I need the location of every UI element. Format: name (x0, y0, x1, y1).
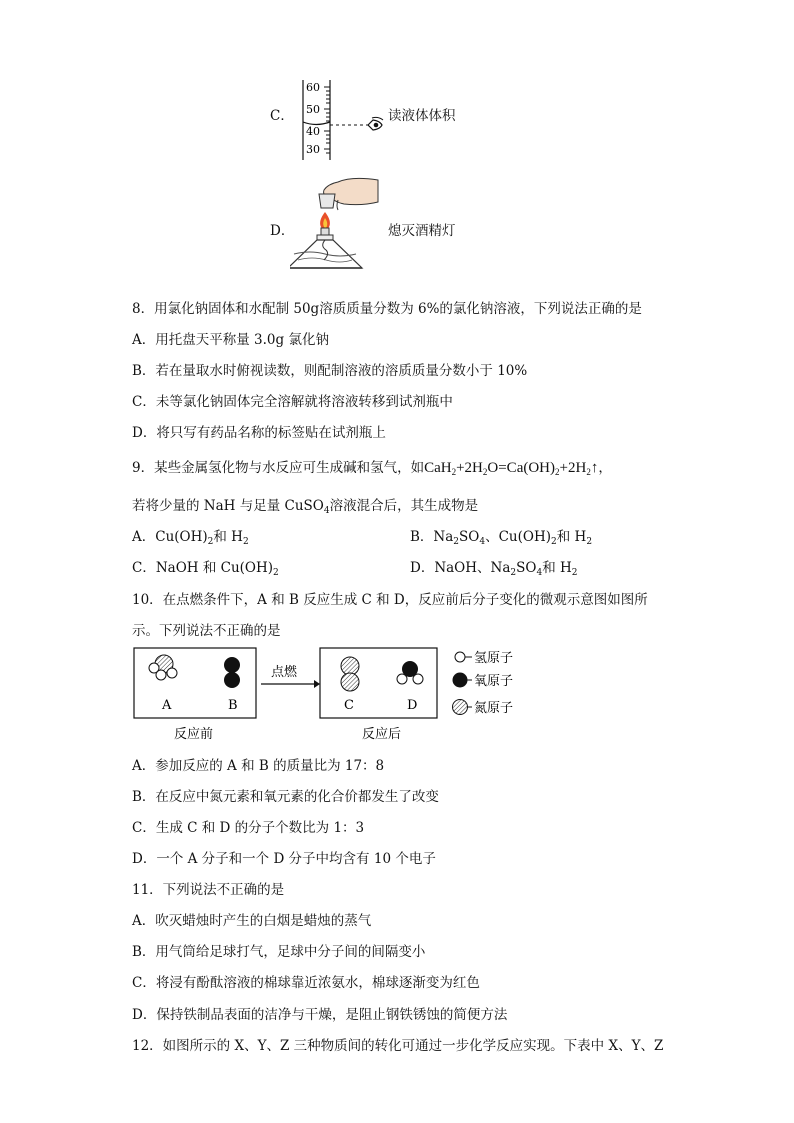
q10-stem-line2: 示。下列说法不正确的是 (132, 623, 281, 639)
svg-text:氧原子: 氧原子 (474, 674, 514, 689)
q10-option-b: B．在反应中氮元素和氧元素的化合价都发生了改变 (132, 789, 439, 805)
q9-option-a: A．$Cu(OH)_2$和 $H_2$ (132, 529, 249, 547)
option-c-caption: 读液体体积 (388, 108, 456, 124)
q9-option-d: D．NaOH、$Na_2SO_4$和 $H_2$ (410, 560, 578, 578)
q11-option-c: C．将浸有酚酞溶液的棉球靠近浓氨水，棉球逐渐变为红色 (132, 975, 480, 991)
q10-reaction-diagram (128, 642, 548, 748)
q9-equation: $CaH_2+2H_2O=Ca(OH)_2+2H_2↑$ (424, 460, 599, 477)
q10-option-c: C．生成 C 和 D 的分子个数比为 1：3 (132, 820, 365, 836)
q8-option-c: C．未等氯化钠固体完全溶解就将溶液转移到试剂瓶中 (132, 394, 453, 410)
q8-option-d: D．将只写有药品名称的标签贴在试剂瓶上 (132, 425, 386, 441)
q9-option-c: C．NaOH 和 $Cu(OH)_2$ (132, 560, 279, 578)
caption-after: 反应后 (362, 727, 402, 742)
q11-option-b: B．用气筒给足球打气，足球中分子间的间隔变小 (132, 944, 426, 960)
eye-icon (368, 117, 383, 130)
q10-stem-line1: 10．在点燃条件下，A 和 B 反应生成 C 和 D，反应前后分子变化的微观示意图如图所 (132, 592, 648, 608)
label-c: C (344, 698, 354, 713)
q11-option-d: D．保持铁制品表面的洁净与干燥，是阻止钢铁锈蚀的简便方法 (132, 1007, 508, 1023)
q9-option-b: B．$Na_2SO_4$、$Cu(OH)_2$和 $H_2$ (410, 529, 593, 547)
cylinder-tick-30: 30 (306, 143, 320, 156)
cylinder-tick-50: 50 (306, 103, 320, 116)
graduated-cylinder-figure (296, 78, 396, 162)
q9-stem: 9．某些金属氢化物与水反应可生成碱和氢气，如$CaH_2+2H_2O=Ca(OH)_2+2H_2↑$， (132, 460, 612, 477)
q10-option-d: D．一个 A 分子和一个 D 分子中均含有 10 个电子 (132, 851, 436, 867)
q9-stem-line2: 若将少量的 NaH 与足量 CuSO$_4$溶液混合后，其生成物是 (132, 498, 479, 516)
lamp-cap (319, 194, 335, 208)
flame-icon (320, 212, 330, 230)
q11-option-a: A．吹灭蜡烛时产生的白烟是蜡烛的蒸气 (132, 913, 372, 929)
q8-stem: 8．用氯化钠固体和水配制 50g溶质质量分数为 6%的氯化钠溶液，下列说法正确的是 (132, 301, 642, 317)
option-d-letter: D． (270, 223, 295, 239)
q8-option-a: A．用托盘天平称量 3.0g 氯化钠 (132, 332, 329, 348)
label-d: D (407, 698, 418, 713)
q10-option-a: A．参加反应的 A 和 B 的质量比为 17：8 (132, 758, 385, 774)
legend-oxygen (453, 673, 514, 690)
label-a: A (162, 698, 172, 713)
q8-option-b: B．若在量取水时俯视读数，则配制溶液的溶质质量分数小于 10% (132, 363, 528, 379)
cylinder-tick-60: 60 (306, 81, 320, 94)
caption-before: 反应前 (174, 727, 214, 742)
svg-text:氮原子: 氮原子 (474, 701, 514, 716)
svg-text:氢原子: 氢原子 (474, 651, 514, 666)
q11-stem: 11．下列说法不正确的是 (132, 882, 285, 898)
option-d-caption: 熄灭酒精灯 (388, 223, 456, 239)
cylinder-tick-40: 40 (306, 125, 320, 138)
alcohol-lamp-figure (290, 172, 382, 276)
label-b: B (228, 698, 238, 713)
arrow-label: 点燃 (271, 665, 298, 680)
legend-nitrogen (453, 700, 514, 717)
q9-stem-prefix: 9．某些金属氢化物与水反应可生成碱和氢气，如 (132, 460, 425, 476)
option-c-letter: C． (270, 108, 294, 124)
q12-stem: 12．如图所示的 X、Y、Z 三种物质间的转化可通过一步化学反应实现。下表中 X、Y、Z (132, 1038, 664, 1054)
legend-hydrogen (455, 651, 513, 666)
